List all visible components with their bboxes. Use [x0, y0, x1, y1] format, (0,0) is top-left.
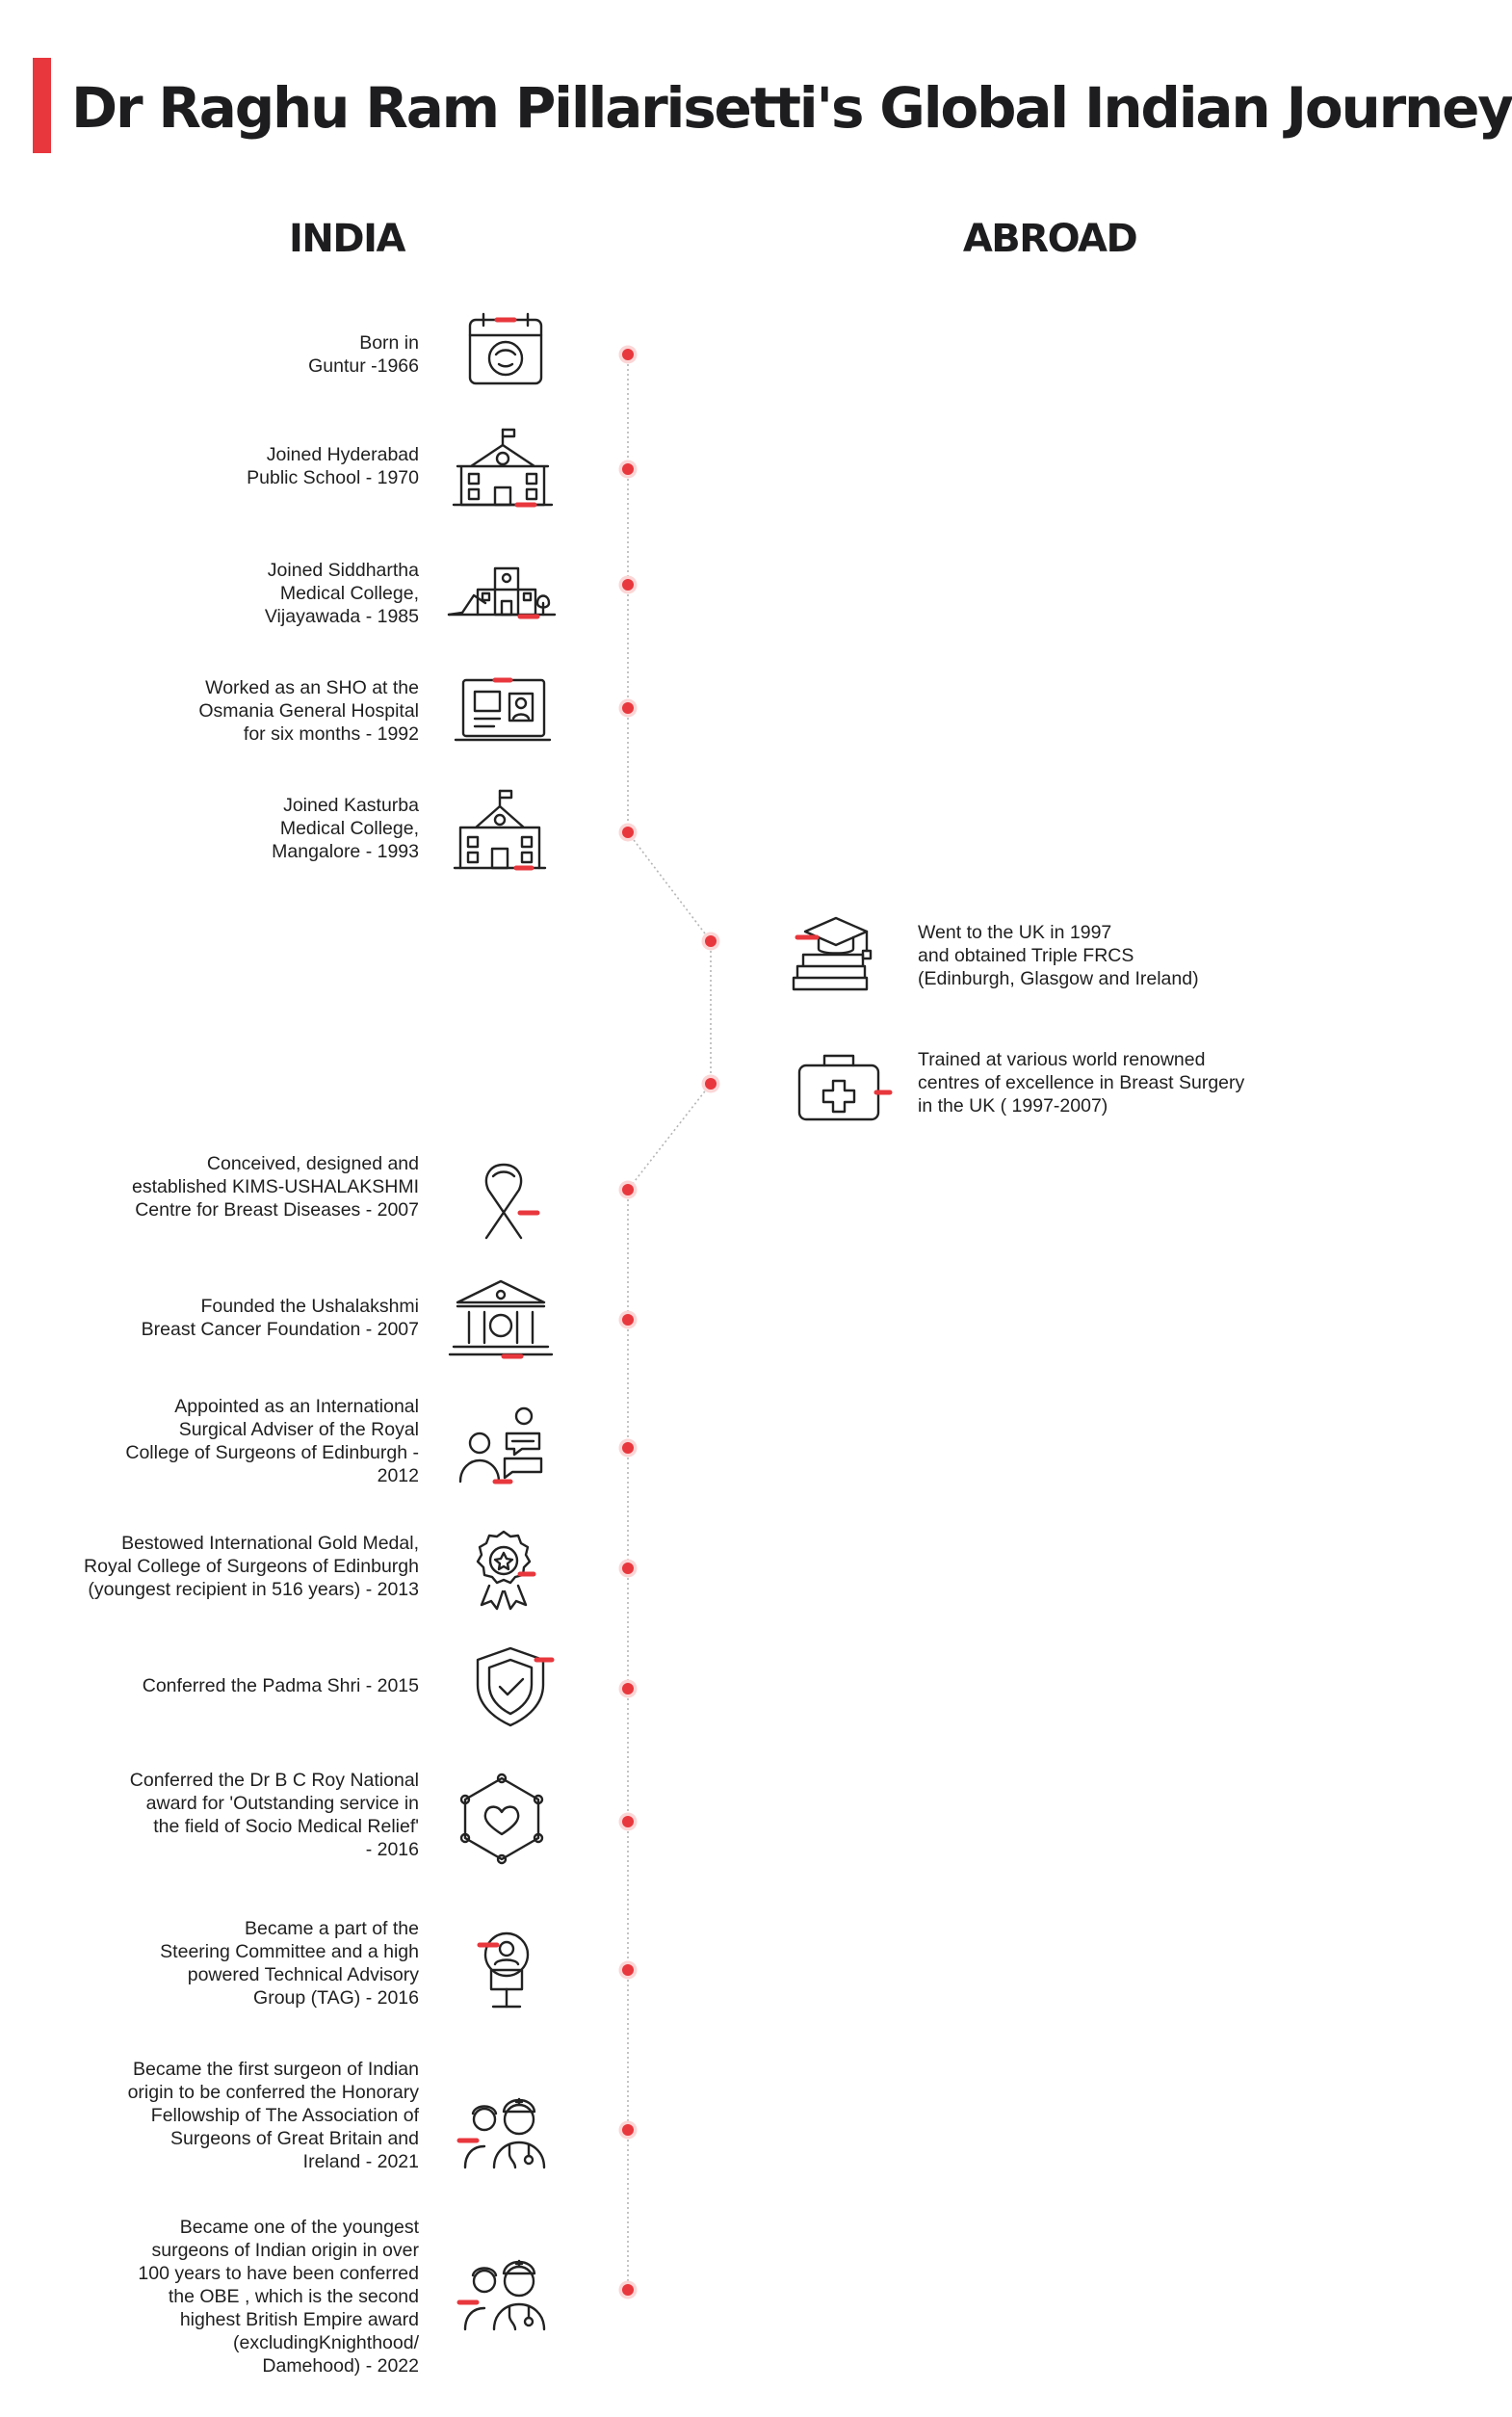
- timeline-entry-text: Joined Kasturba Medical College, Mangalore - 1993: [272, 795, 419, 862]
- timeline-node: [622, 2124, 634, 2136]
- timeline-node: [622, 702, 634, 714]
- timeline-node: [622, 2284, 634, 2296]
- timeline-node: [622, 1442, 634, 1454]
- college-building-icon: [447, 787, 553, 874]
- timeline-entry-text: Went to the UK in 1997 and obtained Triple FRCS (Edinburgh, Glasgow and Ireland): [918, 922, 1199, 989]
- timeline-entry-text: Trained at various world renowned centres of excellence in Breast Surgery in the UK ( 1997-2007): [918, 1049, 1245, 1117]
- calendar-baby-icon: [451, 308, 557, 395]
- timeline-node: [622, 1314, 634, 1326]
- timeline-entry-text: Joined Siddhartha Medical College, Vijayawada - 1985: [264, 560, 419, 627]
- timeline-entry-text: Became a part of the Steering Committee and a high powered Technical Advisory Group (TAG) - 2016: [160, 1918, 419, 2009]
- timeline-entry-text: Bestowed International Gold Medal, Royal College of Surgeons of Edinburgh (youngest recipient in 516 years) - 2013: [84, 1533, 419, 1600]
- timeline-entry-text: Joined Hyderabad Public School - 1970: [247, 444, 419, 488]
- timeline-entry-text: Became one of the youngest surgeons of Indian origin in over 100 years to have been conferred the OBE , which is the second highest British Empire award (excludingKnighthood/ Damehood) - 2022: [138, 2217, 419, 2377]
- timeline-node: [622, 579, 634, 591]
- timeline-entry-text: Founded the Ushalakshmi Breast Cancer Foundation - 2007: [141, 1296, 419, 1340]
- college-campus-icon: [453, 539, 559, 626]
- graduation-books-icon: [782, 910, 888, 997]
- timeline-entry-text: Conferred the Dr B C Roy National award for 'Outstanding service in the field of Socio Medical Relief' - 2016: [129, 1770, 419, 1860]
- column-heading-abroad: ABROAD: [962, 217, 1137, 261]
- column-heading-india: INDIA: [289, 217, 404, 261]
- shield-check-icon: [457, 1642, 563, 1729]
- timeline-node: [622, 1683, 634, 1695]
- laptop-profile-icon: [450, 667, 556, 753]
- heart-network-icon: [449, 1774, 555, 1861]
- timeline-entry-text: Conferred the Padma Shri - 2015: [142, 1675, 419, 1696]
- surgeons-icon: [452, 2085, 558, 2171]
- connector-segment: [628, 1084, 711, 1190]
- timeline-node: [622, 1184, 634, 1195]
- awareness-ribbon-icon: [451, 1155, 557, 1242]
- timeline-entry-text: Appointed as an International Surgical Adviser of the Royal College of Surgeons of Edinburgh - 2012: [125, 1396, 419, 1486]
- timeline-entry-text: Born in Guntur -1966: [308, 332, 419, 377]
- medical-kit-icon: [786, 1040, 892, 1127]
- timeline-entry-text: Became the first surgeon of Indian origin to be conferred the Honorary Fellowship of The Association of Surgeons of Great Britain and Ireland - 2021: [127, 2059, 419, 2172]
- timeline-node: [705, 935, 717, 947]
- timeline-entry-text: Worked as an SHO at the Osmania General Hospital for six months - 1992: [198, 677, 419, 745]
- timeline-node: [622, 1964, 634, 1976]
- school-building-icon: [450, 424, 556, 511]
- surgeons-icon: [452, 2246, 558, 2333]
- timeline-node: [622, 463, 634, 475]
- timeline-node: [622, 827, 634, 838]
- medal-rosette-icon: [451, 1524, 557, 1611]
- timeline-entry-text: Conceived, designed and established KIMS-USHALAKSHMI Centre for Breast Diseases - 2007: [131, 1153, 419, 1221]
- adviser-chat-icon: [449, 1401, 555, 1487]
- timeline-node: [705, 1078, 717, 1090]
- connector-segment: [628, 832, 711, 941]
- page-title: Dr Raghu Ram Pillarisetti's Global Indian Journey: [71, 75, 1512, 141]
- foundation-building-icon: [448, 1274, 554, 1360]
- timeline-node: [622, 1816, 634, 1827]
- timeline-node: [622, 1563, 634, 1574]
- timeline-node: [622, 349, 634, 360]
- podium-speaker-icon: [451, 1924, 557, 2010]
